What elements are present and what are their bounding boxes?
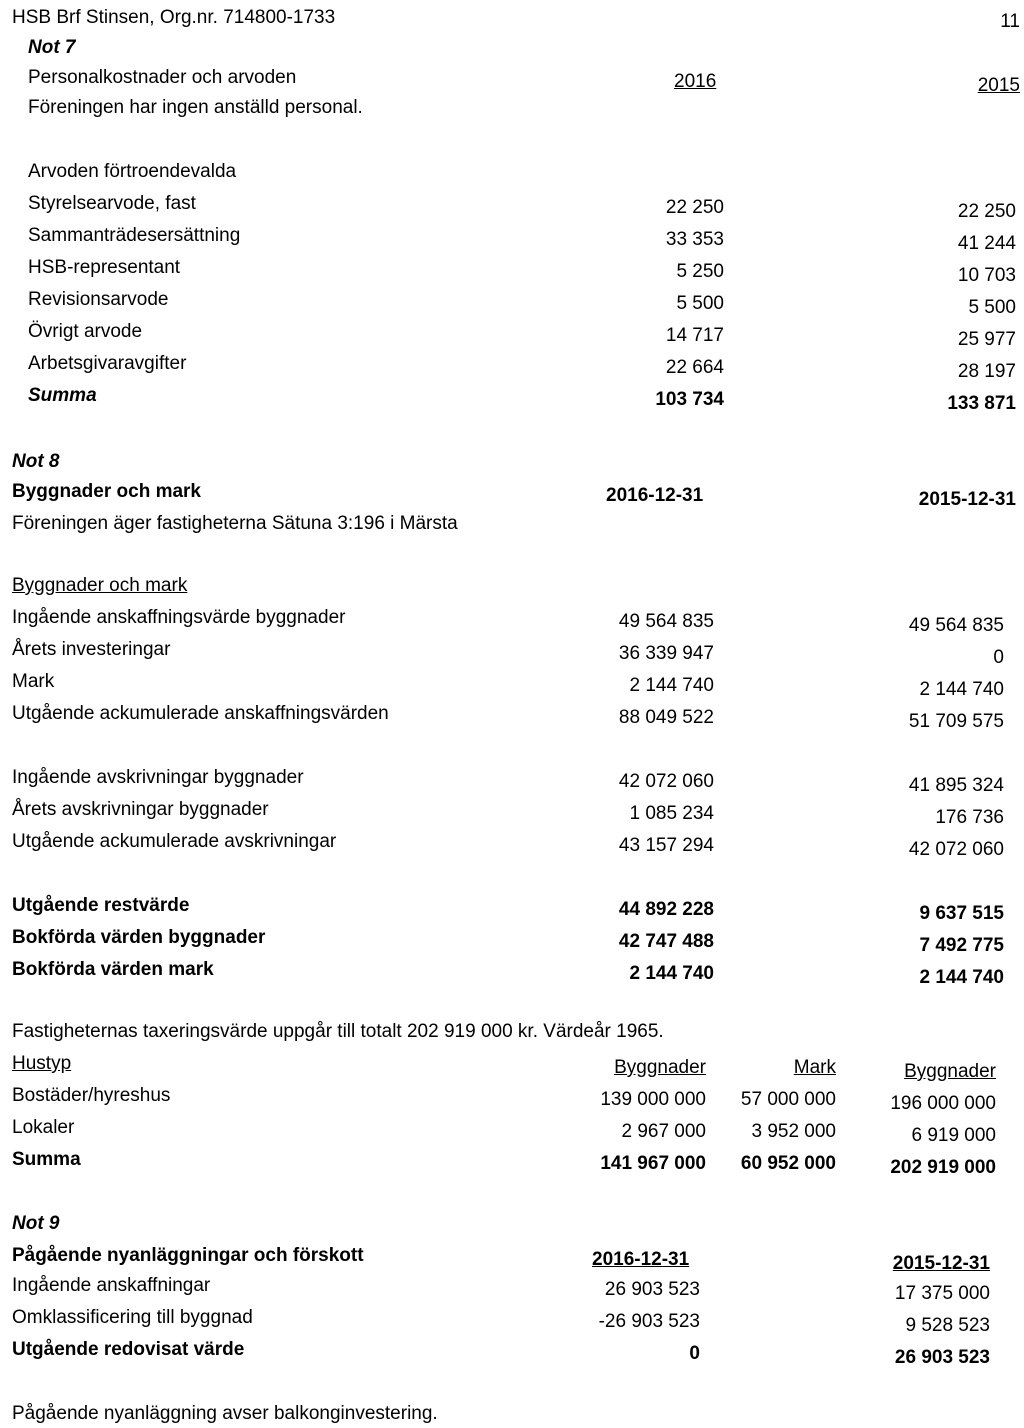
note9-row-label: Omklassificering till byggnad [12,1307,253,1328]
note7-sum-v2: 133 871 [947,393,1016,414]
note7-row-label: HSB-representant [28,257,181,278]
note8-row-v1: 43 157 294 [618,835,714,856]
note7-row-v2: 10 703 [957,265,1016,286]
note8-row-label: Årets investeringar [12,639,171,660]
note8-row-v2: 49 564 835 [908,615,1004,636]
note8-row-label: Bokförda värden byggnader [12,927,266,948]
note7-label: Not 7 [28,37,76,58]
note9-row-v1: 0 [689,1343,700,1364]
note9-row-label: Utgående redovisat värde [12,1339,245,1360]
note7-row-v2: 41 244 [957,233,1016,254]
tax-row-label: Lokaler [12,1117,75,1138]
note8-row-v2: 2 144 740 [919,967,1004,988]
note8-row-v1: 2 144 740 [629,675,714,696]
note7-row-v1: 5 250 [676,261,724,282]
note8-row-v1: 44 892 228 [618,899,714,920]
note8-label: Not 8 [12,451,60,472]
note8-row-v1: 42 747 488 [618,931,714,952]
note8-row-label: Utgående restvärde [12,895,190,916]
note8-row-v1: 42 072 060 [618,771,714,792]
note9-label: Not 9 [12,1213,60,1234]
note7-sum-label: Summa [28,385,97,406]
tax-header-byggnader: Byggnader [614,1057,706,1078]
note8-row-v1: 49 564 835 [618,611,714,632]
note8-row-v2: 2 144 740 [919,679,1004,700]
note7-row-label: Arbetsgivaravgifter [28,353,187,374]
note8-row-v1: 1 085 234 [629,803,714,824]
tax-sum-label: Summa [12,1149,81,1170]
note8-col2-header: 2015-12-31 [918,489,1016,510]
note7-row-v2: 5 500 [968,297,1016,318]
note7-title: Personalkostnader och arvoden [28,67,297,88]
note8-row-v2: 41 895 324 [908,775,1004,796]
note8-row-label: Bokförda värden mark [12,959,214,980]
note7-row-v2: 22 250 [957,201,1016,222]
note7-sum-v1: 103 734 [655,389,724,410]
note7-row-v1: 22 664 [665,357,724,378]
note8-row-v1: 36 339 947 [618,643,714,664]
note9-col1-header: 2016-12-31 [592,1249,690,1270]
note9-col2-header: 2015-12-31 [892,1253,990,1274]
tax-row-c: 196 000 000 [890,1093,996,1114]
note9-row-v2: 26 903 523 [894,1347,990,1368]
note8-section: Byggnader och mark [12,575,188,596]
note9-row-v2: 9 528 523 [905,1315,990,1336]
note8-row-label: Utgående ackumulerade anskaffningsvärden [12,703,389,724]
tax-row-label: Bostäder/hyreshus [12,1085,171,1106]
note7-row-label: Revisionsarvode [28,289,169,310]
tax-sum-c: 202 919 000 [890,1157,996,1178]
note8-row-label: Mark [12,671,55,692]
note8-row-v2: 9 637 515 [919,903,1004,924]
note7-row-label: Övrigt arvode [28,321,143,342]
note7-subtitle: Föreningen har ingen anställd personal. [28,97,363,118]
note8-row-v2: 7 492 775 [919,935,1004,956]
note7-row-v1: 14 717 [665,325,724,346]
tax-header-byggnader-total: Byggnader [904,1061,996,1082]
note8-row-label: Ingående anskaffningsvärde byggnader [12,607,346,628]
note7-col2-header: 2015 [977,75,1020,96]
note7-row-v1: 5 500 [676,293,724,314]
note8-row-label: Årets avskrivningar byggnader [12,799,269,820]
note9-row-v2: 17 375 000 [894,1283,990,1304]
tax-sum-b: 60 952 000 [740,1153,836,1174]
note7-row-label: Sammanträdesersättning [28,225,241,246]
note9-row-v1: 26 903 523 [604,1279,700,1300]
tax-row-a: 139 000 000 [600,1089,706,1110]
note8-row-label: Ingående avskrivningar byggnader [12,767,304,788]
note8-row-label: Utgående ackumulerade avskrivningar [12,831,337,852]
org-header: HSB Brf Stinsen, Org.nr. 714800-1733 [12,7,336,28]
note7-row-label: Styrelsearvode, fast [28,193,196,214]
tax-row-c: 6 919 000 [911,1125,996,1146]
note7-row-v2: 25 977 [957,329,1016,350]
note8-col1-header: 2016-12-31 [606,485,704,506]
tax-row-a: 2 967 000 [621,1121,706,1142]
note8-row-v2: 51 709 575 [908,711,1004,732]
note7-section: Arvoden förtroendevalda [28,161,237,182]
note8-title: Byggnader och mark [12,481,201,502]
note7-row-v1: 22 250 [665,197,724,218]
note7-row-v2: 28 197 [957,361,1016,382]
tax-sum-a: 141 967 000 [600,1153,706,1174]
tax-row-b: 57 000 000 [740,1089,836,1110]
note8-subtitle: Föreningen äger fastigheterna Sätuna 3:196 i Märsta [12,513,458,534]
note7-col1-header: 2016 [674,71,717,92]
tax-header-hustyp: Hustyp [12,1053,72,1074]
note8-row-v1: 88 049 522 [618,707,714,728]
tax-row-b: 3 952 000 [751,1121,836,1142]
note8-row-v2: 176 736 [935,807,1004,828]
note9-title: Pågående nyanläggningar och förskott [12,1245,364,1266]
note7-row-v1: 33 353 [665,229,724,250]
note9-row-v1: -26 903 523 [598,1311,700,1332]
page-number: 11 [1000,11,1020,32]
note9-row-label: Ingående anskaffningar [12,1275,211,1296]
note9-footer: Pågående nyanläggning avser balkonginvestering. [12,1403,438,1424]
note8-row-v1: 2 144 740 [629,963,714,984]
note8-row-v2: 0 [993,647,1004,668]
tax-header-mark: Mark [793,1057,836,1078]
note8-tax-text: Fastigheternas taxeringsvärde uppgår till totalt 202 919 000 kr. Värdeår 1965. [12,1021,664,1042]
note8-row-v2: 42 072 060 [908,839,1004,860]
